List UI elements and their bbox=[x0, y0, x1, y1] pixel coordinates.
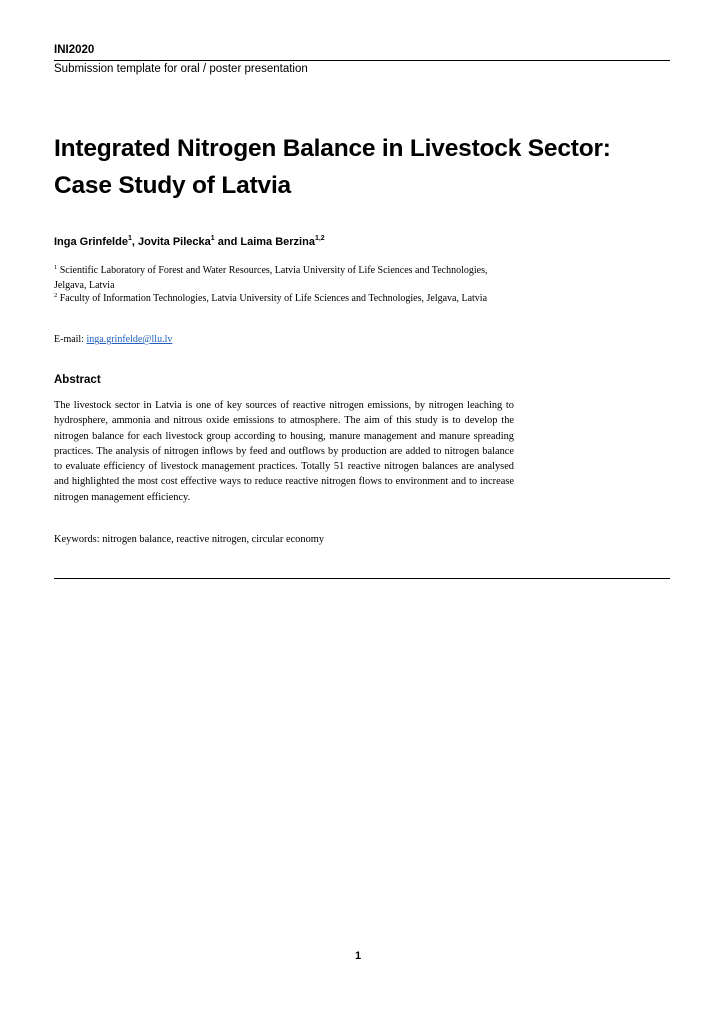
affiliation bbox=[54, 292, 514, 307]
affiliation-text: Faculty of Information Technologies, Latvia University of Life Sciences and Technologies, Jelgava, Latvia bbox=[59, 293, 488, 304]
section-divider bbox=[54, 578, 670, 579]
paper-title bbox=[54, 130, 674, 204]
author-affiliation-marker: 1 bbox=[210, 235, 215, 242]
affiliation-marker: 1 bbox=[54, 264, 58, 271]
paper-title-line-1: Integrated Nitrogen Balance in Livestock Sector: bbox=[54, 135, 611, 162]
author-list bbox=[54, 236, 325, 248]
page-number: 1 bbox=[355, 950, 362, 962]
template-subtitle: Submission template for oral / poster presentation bbox=[54, 63, 308, 75]
author-name: Jovita Pilecka bbox=[138, 236, 211, 248]
conference-name: INI2020 bbox=[54, 44, 95, 56]
contact-email-line bbox=[54, 334, 172, 345]
author-name: Inga Grinfelde bbox=[54, 236, 128, 248]
author-name: Laima Berzina bbox=[240, 236, 315, 248]
abstract-text: The livestock sector in Latvia is one of key sources of reactive nitrogen emissions, by nitrogen leaching to hydrosphere, ammonia and nitrous oxide emissions to atmosphere. The aim of this study is to develop the nitrogen balance for each livestock group according to housing, manure management and manure spreading practices. The analysis of nitrogen inflows by feed and outflows by production are added to nitrogen balance to evaluate efficiency of livestock management practices. Totally 51 reactive nitrogen balances are analysed and highlighted the most cost effective ways to reduce reactive nitrogen flows to environment and to increase nitrogen management efficiency. bbox=[54, 400, 514, 503]
paper-title-line-2: Case Study of Latvia bbox=[54, 172, 291, 199]
header-divider bbox=[54, 60, 670, 61]
abstract-heading: Abstract bbox=[54, 374, 101, 386]
affiliation bbox=[54, 264, 514, 293]
email-link[interactable]: inga.grinfelde@llu.lv bbox=[86, 334, 173, 345]
author-separator: , bbox=[131, 236, 138, 248]
keywords: Keywords: nitrogen balance, reactive nitrogen, circular economy bbox=[54, 534, 325, 545]
author-affiliation-marker: 1 bbox=[127, 235, 132, 242]
affiliation-text: Scientific Laboratory of Forest and Water Resources, Latvia University of Life Sciences and Technologies, Jelgava, Latvia bbox=[54, 265, 488, 291]
author-affiliation-marker: 1,2 bbox=[314, 235, 325, 242]
author-separator: and bbox=[214, 236, 241, 248]
affiliation-marker: 2 bbox=[54, 292, 58, 299]
email-label: E-mail: bbox=[54, 334, 87, 345]
